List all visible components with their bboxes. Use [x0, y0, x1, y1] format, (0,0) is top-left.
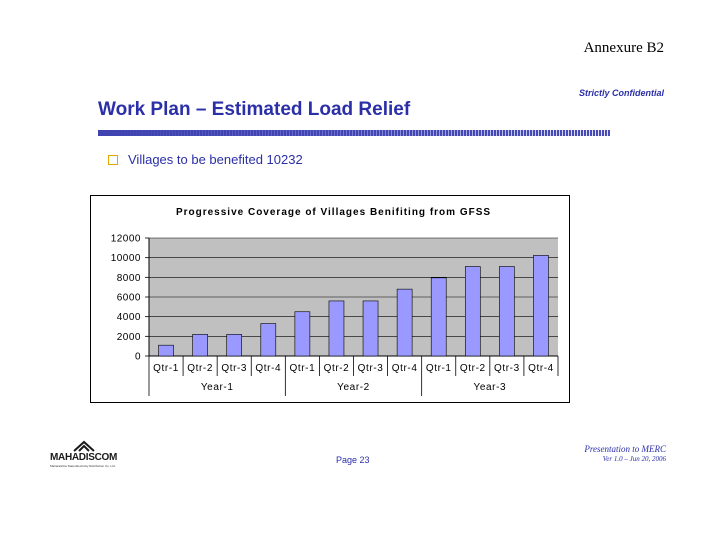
y-tick-label: 0: [134, 351, 141, 363]
bar: [397, 289, 412, 356]
x-group-label: Year-2: [337, 382, 370, 393]
chart-frame: [90, 195, 570, 403]
bar: [159, 345, 174, 356]
bar: [227, 334, 242, 356]
x-category-label: Qtr-2: [323, 363, 350, 374]
confidential-label: Strictly Confidential: [578, 88, 664, 98]
y-tick-label: 10000: [110, 253, 141, 265]
x-group-label: Year-3: [473, 382, 507, 393]
bar: [499, 267, 514, 356]
logo-text: MAHADISCOM: [50, 452, 117, 463]
bar: [465, 267, 480, 356]
x-category-label: Qtr-3: [357, 363, 384, 374]
bar: [533, 255, 548, 356]
slide-title: Work Plan – Estimated Load Relief: [98, 99, 411, 120]
version-label: Ver 1.0 – Jun 20, 2006: [602, 455, 666, 463]
presentation-info: [584, 444, 666, 463]
bar: [193, 334, 208, 356]
presentation-label: Presentation to MERC: [584, 444, 666, 454]
title-divider: [98, 130, 610, 136]
chart-title: Progressive Coverage of Villages Benifiting from GFSS: [175, 207, 492, 218]
bar-chart: [91, 196, 569, 402]
x-category-label: Qtr-1: [425, 363, 452, 374]
page-number: Page 23: [336, 455, 370, 465]
bar: [329, 301, 344, 356]
bar: [363, 301, 378, 356]
y-tick-label: 12000: [110, 233, 141, 245]
checkbox-outline-icon: [108, 155, 118, 165]
x-category-label: Qtr-1: [153, 363, 179, 374]
bullet-text: Villages to be benefited 10232: [128, 152, 303, 167]
logo-mark-icon: [72, 440, 96, 452]
y-tick-label: 8000: [116, 272, 141, 284]
y-tick-label: 4000: [116, 312, 141, 324]
bar: [295, 312, 310, 356]
x-category-label: Qtr-4: [528, 363, 554, 374]
annexure-label: Annexure B2: [583, 40, 664, 56]
x-category-label: Qtr-2: [187, 363, 214, 374]
x-category-label: Qtr-4: [391, 363, 418, 374]
x-category-label: Qtr-3: [221, 363, 248, 374]
y-tick-label: 6000: [116, 292, 141, 304]
x-category-label: Qtr-3: [493, 363, 520, 374]
x-group-label: Year-1: [200, 382, 234, 393]
logo-subtext: Maharashtra State Electricity Distribution Co. Ltd.: [50, 464, 116, 468]
company-logo: [50, 440, 122, 468]
x-category-label: Qtr-4: [255, 363, 282, 374]
y-tick-label: 2000: [116, 331, 141, 343]
x-category-label: Qtr-1: [289, 363, 316, 374]
bullet-item: [108, 152, 303, 167]
bar: [431, 278, 446, 356]
x-category-label: Qtr-2: [459, 363, 486, 374]
bar: [261, 324, 276, 356]
